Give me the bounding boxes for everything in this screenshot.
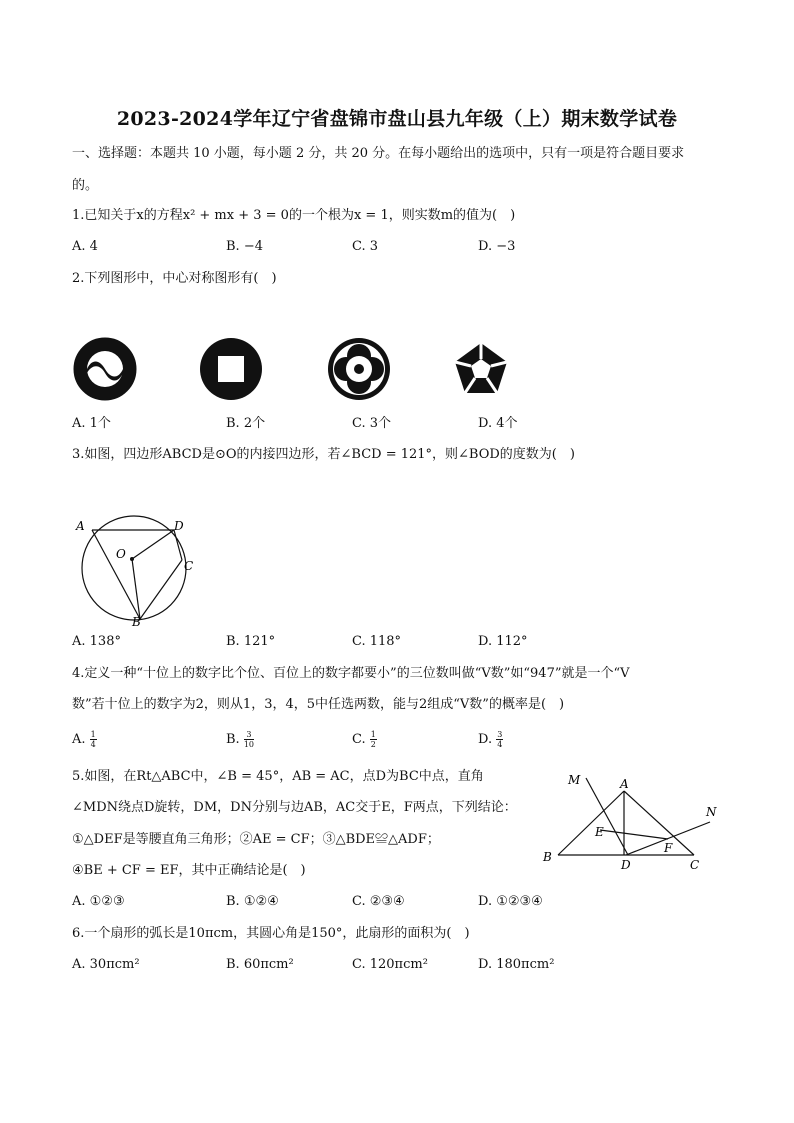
question-4-line-2: 数”若十位上的数字为2，则从1，3，4，5中任选两数，能与2组成“V数”的概率是( ) <box>72 697 565 712</box>
q3-option-d: D. 112° <box>478 634 528 649</box>
q4-option-d: D. $\frac{3}{4}$ <box>478 730 503 749</box>
q5-label-d: D <box>621 858 631 872</box>
section-heading-line-1: 一、选择题：本题共 10 小题，每小题 2 分，共 20 分。在每小题给出的选项中，只有一项是符合题目要求 <box>72 146 685 161</box>
question-2-text: 2.下列图形中，中心对称图形有( ) <box>72 271 277 286</box>
question-3-text: 3.如图，四边形ABCD是⊙O的内接四边形，若∠BCD = 121°，则∠BOD的度数为( ) <box>72 447 575 462</box>
q4-option-b: B. $\frac{3}{10}$ <box>226 730 255 749</box>
q3-option-b: B. 121° <box>226 634 276 649</box>
question-4-line-1: 4.定义一种“十位上的数字比个位、百位上的数字都要小”的三位数叫做“V数”如“947”就是一个“V <box>72 666 630 681</box>
q1-option-c: C. 3 <box>352 239 379 254</box>
q3-label-o: O <box>116 547 126 561</box>
q5-label-a: A <box>620 777 629 791</box>
q3-label-d: D <box>174 519 184 533</box>
q6-option-c: C. 120πcm² <box>352 957 428 972</box>
coin-icon <box>198 336 264 402</box>
q2-option-c: C. 3个 <box>352 416 392 431</box>
q1-option-a: A. 4 <box>72 239 98 254</box>
q2-option-a: A. 1个 <box>72 416 111 431</box>
q4-option-c: C. $\frac{1}{2}$ <box>352 730 376 749</box>
q5-triangle-figure <box>538 766 724 876</box>
question-1-text: 1.已知关于x的方程x² + mx + 3 = 0的一个根为x = 1，则实数m的值为( ) <box>72 208 516 223</box>
question-5-line-4: ④BE + CF = EF，其中正确结论是( ) <box>72 863 306 878</box>
quatrefoil-icon <box>326 336 392 402</box>
q3-label-c: C <box>184 559 194 573</box>
question-6-text: 6.一个扇形的弧长是10πcm，其圆心角是150°，此扇形的面积为( ) <box>72 926 470 941</box>
q6-option-d: D. 180πcm² <box>478 957 555 972</box>
question-5-line-2: ∠MDN绕点D旋转，DM，DN分别与边AB，AC交于E，F两点，下列结论： <box>72 800 517 815</box>
q5-label-b: B <box>543 850 552 864</box>
q3-option-c: C. 118° <box>352 634 402 649</box>
q5-label-c: C <box>690 858 700 872</box>
q6-option-b: B. 60πcm² <box>226 957 294 972</box>
q5-label-f: F <box>664 841 673 855</box>
q4-option-a: A. $\frac{1}{4}$ <box>72 730 96 749</box>
yin-yang-icon <box>72 336 138 402</box>
page-title: 2023-2024学年辽宁省盘锦市盘山县九年级（上）期末数学试卷 <box>116 108 678 130</box>
q6-option-a: A. 30πcm² <box>72 957 140 972</box>
q2-option-d: D. 4个 <box>478 416 518 431</box>
question-5-line-3: ①△DEF是等腰直角三角形；②AE = CF；③△BDE≌△ADF； <box>72 832 440 847</box>
pentagon-icon <box>452 340 510 398</box>
q1-option-b: B. −4 <box>226 239 263 254</box>
q3-label-b: B <box>132 615 141 628</box>
q3-option-a: A. 138° <box>72 634 121 649</box>
q5-option-b: B. ①②④ <box>226 894 279 909</box>
q5-label-m: M <box>568 773 581 787</box>
q3-circle-figure <box>70 512 200 628</box>
q5-label-e: E <box>595 825 604 839</box>
section-heading-line-2: 的。 <box>72 178 99 193</box>
q5-option-a: A. ①②③ <box>72 894 125 909</box>
q5-option-d: D. ①②③④ <box>478 894 543 909</box>
q5-option-c: C. ②③④ <box>352 894 405 909</box>
q3-label-a: A <box>76 519 85 533</box>
q1-option-d: D. −3 <box>478 239 516 254</box>
question-5-line-1: 5.如图，在Rt△ABC中，∠B = 45°，AB = AC，点D为BC中点，直角 <box>72 769 484 784</box>
q5-label-n: N <box>706 805 717 819</box>
q2-option-b: B. 2个 <box>226 416 266 431</box>
